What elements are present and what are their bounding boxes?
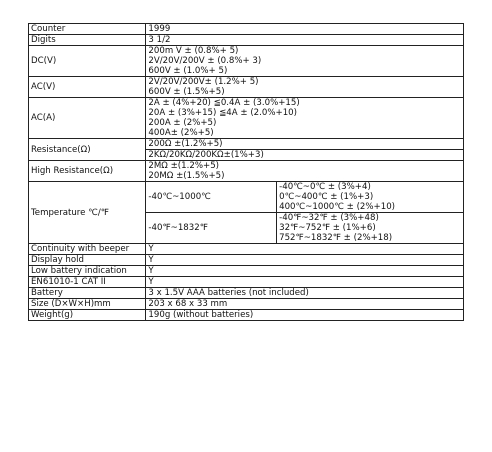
fahrenheit-line: 752℉~1832℉ ± (2%+18)	[279, 233, 393, 243]
label-size: Size (D×W×H)mm	[29, 299, 146, 310]
aca-line: 200A ± (2%+5)	[148, 118, 217, 128]
label-counter: Counter	[29, 24, 146, 35]
row-size	[29, 299, 464, 310]
resistance-line: 2KΩ/20KΩ/200KΩ±(1%+3)	[146, 150, 464, 161]
label-high-resistance: High Resistance(Ω)	[29, 161, 146, 182]
acv-line: 600V ± (1.5%+5)	[148, 87, 225, 97]
fahrenheit-line: -40℉~32℉ ± (3%+48)	[279, 213, 379, 223]
celsius-line: 0℃~400℃ ± (1%+3)	[279, 192, 374, 202]
high-resistance-line: 20MΩ ±(1.5%+5)	[148, 171, 225, 181]
row-aca	[29, 98, 464, 139]
temperature-celsius-range: -40℃~1000℃	[146, 182, 277, 213]
spec-table	[28, 23, 464, 321]
label-acv: AC(V)	[29, 77, 146, 98]
value-counter: 1999	[146, 24, 464, 35]
row-resistance-1	[29, 139, 464, 150]
value-safety: Y	[146, 277, 464, 288]
row-continuity	[29, 244, 464, 255]
aca-line: 2A ± (4%+20) ≦0.4A ± (3.0%+15)	[148, 98, 300, 108]
label-display-hold: Display hold	[29, 255, 146, 266]
label-dcv: DC(V)	[29, 46, 146, 77]
label-aca: AC(A)	[29, 98, 146, 139]
value-size: 203 x 68 x 33 mm	[146, 299, 464, 310]
fahrenheit-line: 32℉~752℉ ± (1%+6)	[279, 223, 376, 233]
aca-line: 20A ± (3%+15) ≦4A ± (2.0%+10)	[148, 108, 297, 118]
label-digits: Digits	[29, 35, 146, 46]
value-continuity: Y	[146, 244, 464, 255]
dcv-line: 600V ± (1.0%+ 5)	[148, 66, 228, 76]
value-digits: 3 1/2	[146, 35, 464, 46]
row-weight	[29, 310, 464, 321]
value-high-resistance	[146, 161, 464, 182]
row-acv	[29, 77, 464, 98]
value-low-battery: Y	[146, 266, 464, 277]
acv-line: 2V/20V/200V± (1.2%+ 5)	[148, 77, 259, 87]
temperature-celsius-accuracy	[277, 182, 464, 213]
label-continuity: Continuity with beeper	[29, 244, 146, 255]
row-high-resistance	[29, 161, 464, 182]
row-low-battery	[29, 266, 464, 277]
aca-line: 400A± (2%+5)	[148, 128, 214, 138]
label-battery: Battery	[29, 288, 146, 299]
celsius-line: -40℃~0℃ ± (3%+4)	[279, 182, 371, 192]
row-counter	[29, 24, 464, 35]
dcv-line: 200m V ± (0.8%+ 5)	[148, 46, 239, 56]
row-safety	[29, 277, 464, 288]
value-aca	[146, 98, 464, 139]
high-resistance-line: 2MΩ ±(1.2%+5)	[148, 161, 220, 171]
row-display-hold	[29, 255, 464, 266]
value-weight: 190g (without batteries)	[146, 310, 464, 321]
row-temperature-celsius	[29, 182, 464, 213]
label-resistance: Resistance(Ω)	[29, 139, 146, 161]
resistance-line: 200Ω ±(1.2%+5)	[146, 139, 464, 150]
value-battery: 3 x 1.5V AAA batteries (not included)	[146, 288, 464, 299]
dcv-line: 2V/20V/200V ± (0.8%+ 3)	[148, 56, 262, 66]
row-dcv	[29, 46, 464, 77]
value-acv	[146, 77, 464, 98]
label-temperature: Temperature ℃/℉	[29, 182, 146, 244]
value-display-hold: Y	[146, 255, 464, 266]
celsius-line: 400℃~1000℃ ± (2%+10)	[279, 202, 396, 212]
label-weight: Weight(g)	[29, 310, 146, 321]
temperature-fahrenheit-range: -40℉~1832℉	[146, 213, 277, 244]
temperature-fahrenheit-accuracy	[277, 213, 464, 244]
value-dcv	[146, 46, 464, 77]
label-safety: EN61010-1 CAT II	[29, 277, 146, 288]
row-battery	[29, 288, 464, 299]
label-low-battery: Low battery indication	[29, 266, 146, 277]
row-digits	[29, 35, 464, 46]
